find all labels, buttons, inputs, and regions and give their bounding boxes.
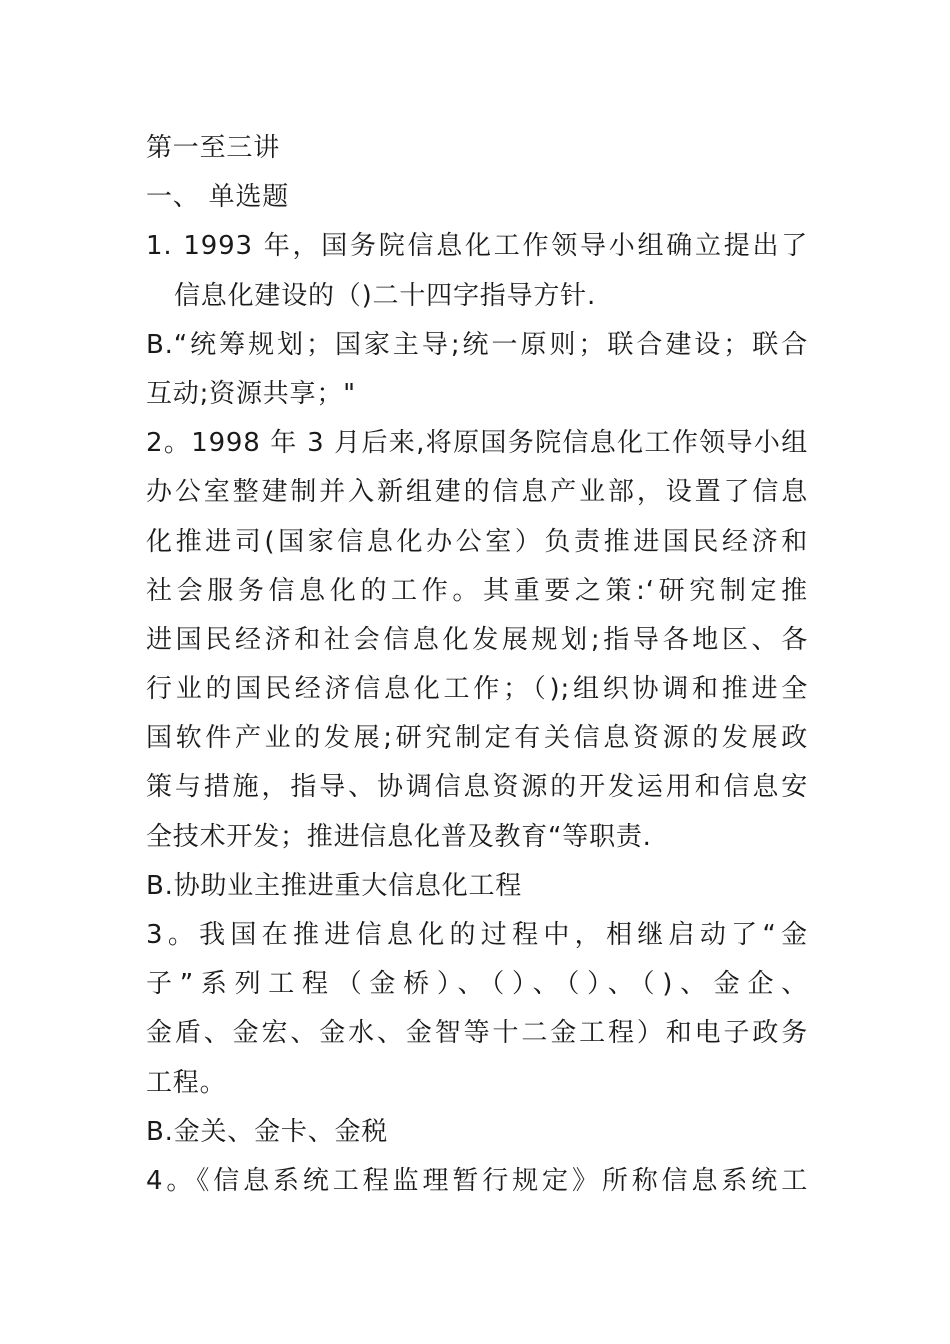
text-line: 进国民经济和社会信息化发展规划;指导各地区、各 bbox=[146, 624, 808, 655]
text-line: 行业的国民经济信息化工作；（);组织协调和推进全 bbox=[146, 674, 808, 705]
text-line: 国软件产业的发展;研究制定有关信息资源的发展政 bbox=[146, 723, 808, 754]
text-line: 4。《信息系统工程监理暂行规定》所称信息系统工 bbox=[146, 1165, 808, 1196]
text-line: B.“统筹规划；国家主导;统一原则；联合建设；联合 bbox=[146, 329, 808, 360]
text-line: 第一至三讲 bbox=[146, 133, 281, 163]
text-line: 3。我国在推进信息化的过程中，相继启动了“金 bbox=[146, 920, 808, 950]
text-line: 2。1998 年 3 月后来,将原国务院信息化工作领导小组 bbox=[146, 428, 808, 459]
text-line: 子”系列工程（金桥）、（）、（）、（)、金企、 bbox=[146, 969, 808, 1000]
text-line: 1. 1993 年，国务院信息化工作领导小组确立提出了 bbox=[146, 231, 808, 262]
text-line: B.协助业主推进重大信息化工程 bbox=[146, 870, 523, 901]
text-line: 信息化建设的（)二十四字指导方针. bbox=[174, 280, 597, 311]
text-line: B.金关、金卡、金税 bbox=[146, 1116, 389, 1147]
text-line: 工程。 bbox=[146, 1067, 227, 1098]
text-line: 策与措施，指导、协调信息资源的开发运用和信息安 bbox=[146, 772, 808, 803]
text-line: 社会服务信息化的工作。其重要之策:‘研究制定推 bbox=[146, 575, 808, 606]
text-line: 全技术开发；推进信息化普及教育“等职责. bbox=[146, 821, 652, 852]
text-line: 互动;资源共享；" bbox=[146, 378, 356, 409]
text-line: 化推进司(国家信息化办公室）负责推进国民经济和 bbox=[146, 526, 808, 557]
document-page bbox=[146, 124, 808, 1206]
text-line: 办公室整建制并入新组建的信息产业部，设置了信息 bbox=[146, 477, 808, 508]
text-line: 金盾、金宏、金水、金智等十二金工程）和电子政务 bbox=[146, 1018, 808, 1049]
text-line: 一、 单选题 bbox=[146, 182, 290, 213]
